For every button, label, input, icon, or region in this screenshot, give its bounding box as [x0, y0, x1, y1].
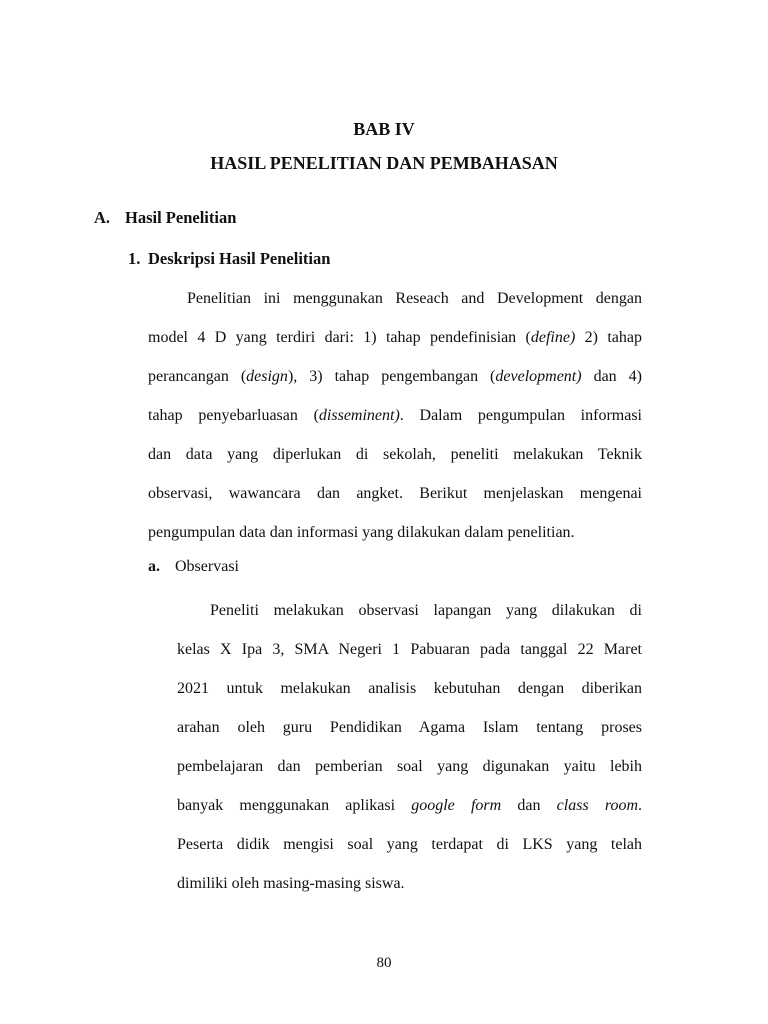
subheading-marker: a. [148, 558, 160, 575]
paragraph-2-line: arahan oleh guru Pendidikan Agama Islam tentang proses [177, 719, 642, 736]
paragraph-1-line: pengumpulan data dan informasi yang dilakukan dalam penelitian. [148, 524, 575, 541]
chapter-title: HASIL PENELITIAN DAN PEMBAHASAN [210, 153, 558, 173]
paragraph-2-line: Peneliti melakukan observasi lapangan yang dilakukan di [210, 602, 642, 619]
section-heading [94, 208, 236, 228]
paragraph-2 [177, 591, 642, 903]
section-label: Hasil Penelitian [125, 208, 237, 227]
paragraph-1 [148, 279, 642, 552]
paragraph-2-line: 2021 untuk melakukan analisis kebutuhan dengan diberikan [177, 680, 642, 697]
paragraph-1-line: model 4 D yang terdiri dari: 1) tahap pendefinisian (define) 2) tahap [148, 329, 643, 346]
subheading-label: Observasi [175, 558, 239, 575]
paragraph-1-line: tahap penyebarluasan (disseminent). Dalam pengumpulan informasi [148, 407, 643, 424]
paragraph-2-line: Peserta didik mengisi soal yang terdapat di LKS yang telah [177, 836, 642, 853]
subsection-heading [128, 249, 330, 269]
chapter-heading: BAB IV [353, 119, 415, 139]
subsection-label: Deskripsi Hasil Penelitian [148, 249, 331, 268]
section-marker: A. [94, 208, 111, 227]
paragraph-2-line: pembelajaran dan pemberian soal yang digunakan yaitu lebih [177, 758, 642, 775]
paragraph-1-line: dan data yang diperlukan di sekolah, peneliti melakukan Teknik [148, 446, 642, 463]
paragraph-2-line: dimiliki oleh masing-masing siswa. [177, 875, 405, 892]
paragraph-1-line: Penelitian ini menggunakan Reseach and Development dengan [187, 290, 642, 307]
subheading-observasi [148, 558, 239, 576]
paragraph-1-line: perancangan (design), 3) tahap pengembangan (development) dan 4) [148, 368, 642, 385]
page-number: 80 [376, 955, 392, 971]
paragraph-2-line: banyak menggunakan aplikasi google form dan class room. [177, 797, 642, 814]
paragraph-2-line: kelas X Ipa 3, SMA Negeri 1 Pabuaran pada tanggal 22 Maret [177, 641, 642, 658]
subsection-marker: 1. [128, 249, 141, 268]
paragraph-1-line: observasi, wawancara dan angket. Berikut menjelaskan mengenai [148, 485, 642, 502]
